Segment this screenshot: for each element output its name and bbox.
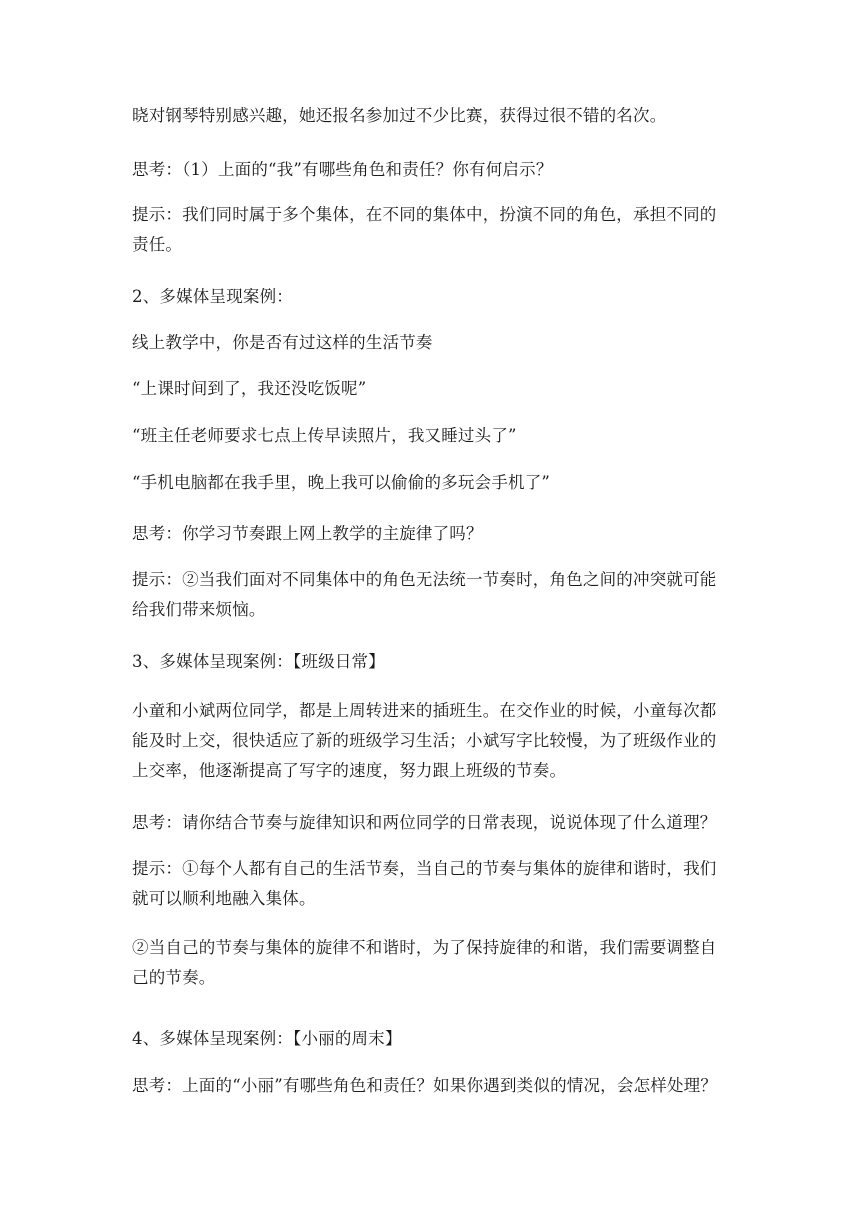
paragraph-think-2: 思考：你学习节奏跟上网上教学的主旋律了吗？	[132, 524, 483, 543]
paragraph-hint-2: 提示：②当我们面对不同集体中的角色无法统一节奏时，角色之间的冲突就可能给我们带来烦恼。	[132, 570, 717, 619]
paragraph-case-3-story: 小童和小斌两位同学，都是上周转进来的插班生。在交作业的时候，小童每次都能及时上交，很快适应了新的班级学习生活；小斌写字比较慢，为了班级作业的上交率，他逐渐提高了写字的速度，努力跟上班级的节奏。	[132, 701, 717, 780]
paragraph-case-2-heading: 2、多媒体呈现案例：	[132, 287, 293, 306]
paragraph-case-3-heading: 3、多媒体呈现案例：【班级日常】	[132, 652, 385, 671]
paragraph-quote-2: “班主任老师要求七点上传早读照片，我又睡过头了”	[132, 426, 517, 445]
paragraph-hint-3-point-1: 提示：①每个人都有自己的生活节奏，当自己的节奏与集体的旋律和谐时，我们就可以顺利地融入集体。	[132, 859, 717, 908]
paragraph-case-2-intro: 线上教学中，你是否有过这样的生活节奏	[132, 333, 433, 352]
paragraph-case-4-heading: 4、多媒体呈现案例：【小丽的周末】	[132, 1029, 402, 1048]
paragraph-quote-3: “手机电脑都在我手里，晚上我可以偷偷的多玩会手机了”	[132, 473, 551, 492]
paragraph-hint-3-point-2: ②当自己的节奏与集体的旋律不和谐时，为了保持旋律的和谐，我们需要调整自己的节奏。	[132, 938, 717, 987]
paragraph-quote-1: “上课时间到了，我还没吃饭呢”	[132, 379, 367, 398]
paragraph-think-1: 思考：（1）上面的“我”有哪些角色和责任？你有何启示？	[132, 160, 553, 179]
paragraph-hint-1: 提示：我们同时属于多个集体，在不同的集体中，扮演不同的角色，承担不同的责任。	[132, 205, 717, 254]
paragraph-intro-continued: 晓对钢琴特别感兴趣，她还报名参加过不少比赛，获得过很不错的名次。	[132, 106, 667, 125]
paragraph-think-4: 思考：上面的“小丽”有哪些角色和责任？如果你遇到类似的情况，会怎样处理？	[132, 1076, 718, 1095]
paragraph-think-3: 思考：请你结合节奏与旋律知识和两位同学的日常表现，说说体现了什么道理？	[132, 813, 717, 832]
